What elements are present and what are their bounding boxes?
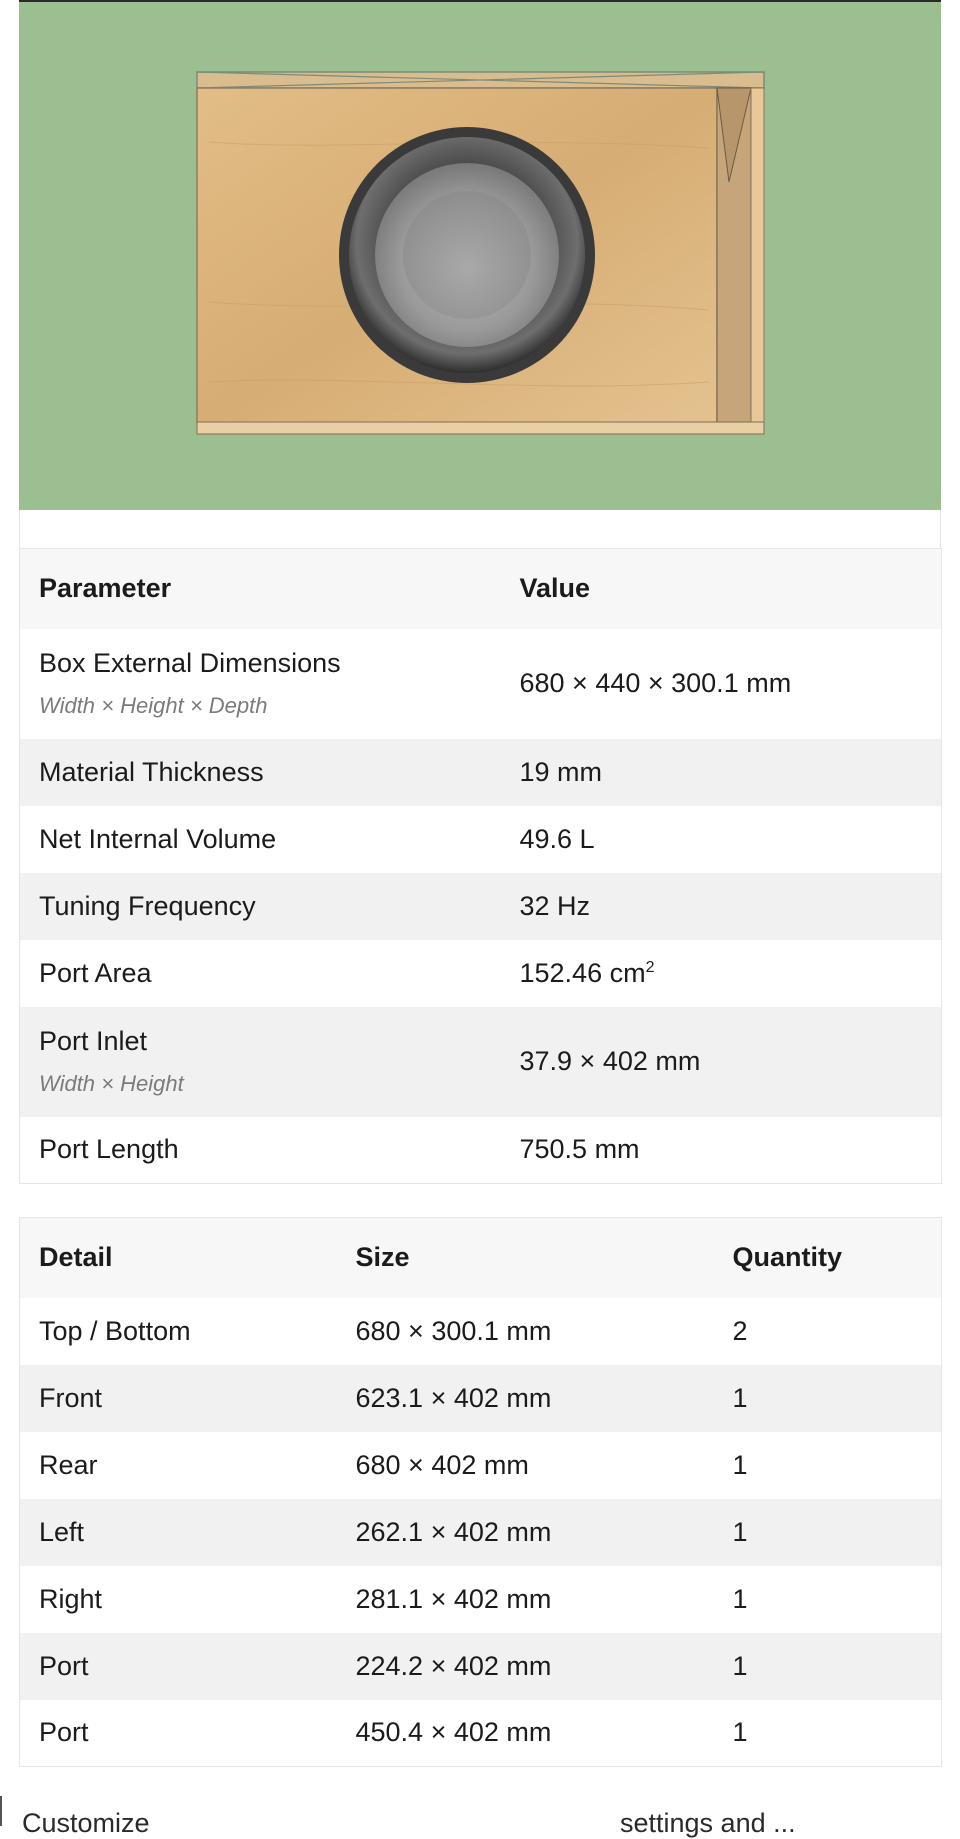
detail-name: Right — [20, 1566, 337, 1633]
table-row — [20, 873, 942, 940]
table-row — [20, 1117, 942, 1184]
param-label: Port Area — [20, 940, 501, 1007]
table-row — [20, 1499, 942, 1566]
parameters-table — [19, 548, 942, 1184]
param-value: 37.9 × 402 mm — [501, 1007, 942, 1117]
detail-size: 623.1 × 402 mm — [337, 1365, 714, 1432]
customize-link[interactable]: Customize — [22, 1808, 150, 1838]
detail-name: Port — [20, 1633, 337, 1700]
table-header-row — [20, 1218, 942, 1298]
table-row — [20, 1298, 942, 1365]
column-header-size: Size — [337, 1218, 714, 1298]
details-table — [19, 1217, 942, 1767]
viewer-spacer — [19, 510, 941, 549]
detail-name: Left — [20, 1499, 337, 1566]
table-row — [20, 1365, 942, 1432]
param-note: Width × Height × Depth — [39, 693, 268, 718]
param-label: Port Length — [20, 1117, 501, 1184]
detail-quantity: 1 — [714, 1700, 942, 1767]
param-label: Net Internal Volume — [20, 806, 501, 873]
detail-size: 224.2 × 402 mm — [337, 1633, 714, 1700]
table-row — [20, 1432, 942, 1499]
detail-size: 680 × 300.1 mm — [337, 1298, 714, 1365]
detail-quantity: 1 — [714, 1566, 942, 1633]
box-render — [19, 2, 941, 510]
table-header-row — [20, 549, 942, 629]
table-row — [20, 1566, 942, 1633]
table-row — [20, 940, 942, 1007]
param-value: 49.6 L — [501, 806, 942, 873]
settings-link[interactable]: settings and ... — [620, 1808, 796, 1838]
superscript: 2 — [645, 958, 655, 976]
detail-name: Top / Bottom — [20, 1298, 337, 1365]
detail-quantity: 1 — [714, 1633, 942, 1700]
detail-quantity: 2 — [714, 1298, 942, 1365]
param-value: 32 Hz — [501, 873, 942, 940]
table-row — [20, 739, 942, 806]
table-row — [20, 806, 942, 873]
table-row — [20, 629, 942, 739]
column-header-value: Value — [501, 549, 942, 629]
detail-quantity: 1 — [714, 1365, 942, 1432]
param-label: Box External Dimensions Width × Height × Depth — [20, 629, 501, 739]
detail-name: Port — [20, 1700, 337, 1767]
detail-size: 450.4 × 402 mm — [337, 1700, 714, 1767]
param-label: Port Inlet Width × Height — [20, 1007, 501, 1117]
table-row — [20, 1633, 942, 1700]
box-3d-viewer[interactable] — [19, 2, 941, 510]
param-note: Width × Height — [39, 1071, 184, 1096]
table-row — [20, 1700, 942, 1767]
detail-size: 281.1 × 402 mm — [337, 1566, 714, 1633]
subwoofer-driver — [339, 127, 595, 383]
detail-name: Front — [20, 1365, 337, 1432]
box-bottom-edge — [197, 422, 764, 434]
param-value: 680 × 440 × 300.1 mm — [501, 629, 942, 739]
param-value: 19 mm — [501, 739, 942, 806]
table-row — [20, 1007, 942, 1117]
detail-size: 262.1 × 402 mm — [337, 1499, 714, 1566]
param-label: Tuning Frequency — [20, 873, 501, 940]
footer-left-bar — [0, 1796, 2, 1826]
param-label: Material Thickness — [20, 739, 501, 806]
detail-name: Rear — [20, 1432, 337, 1499]
detail-quantity: 1 — [714, 1432, 942, 1499]
column-header-detail: Detail — [20, 1218, 337, 1298]
column-header-quantity: Quantity — [714, 1218, 942, 1298]
param-value: 750.5 mm — [501, 1117, 942, 1184]
detail-size: 680 × 402 mm — [337, 1432, 714, 1499]
param-value: 152.46 $cm^2$ — [501, 940, 942, 1007]
column-header-parameter: Parameter — [20, 549, 501, 629]
detail-quantity: 1 — [714, 1499, 942, 1566]
